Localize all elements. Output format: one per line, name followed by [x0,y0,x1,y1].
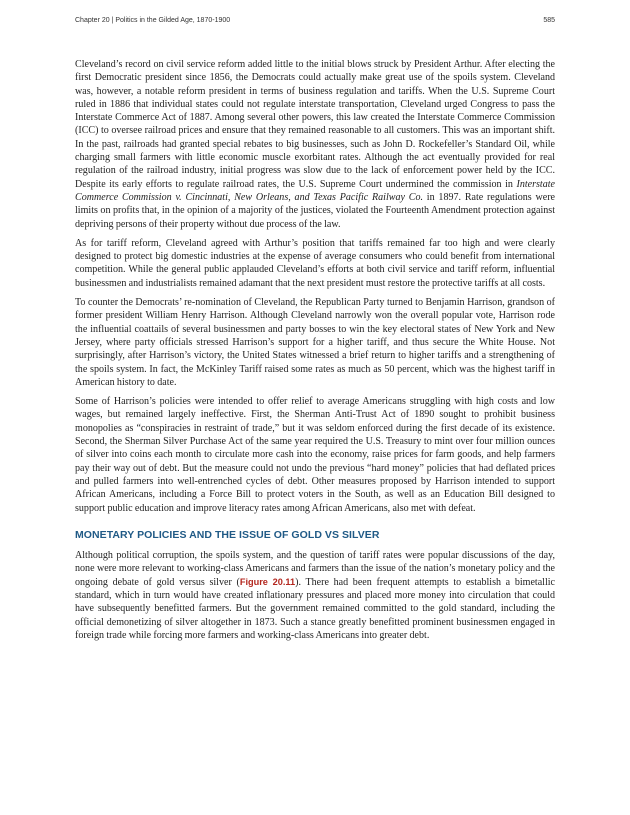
paragraph-harrison-election: To counter the Democrats’ re-nomination of Cleveland, the Republican Party turned to Benjamin Harrison, grandson of former president William Henry Harrison. Although Cleveland narrowly won the overall popular vote, Harrison rode the influential coattails of several businessmen and party bosses to win the key electoral states of New York and New Jersey, where party officials stressed Harrison’s support for a higher tariff, and thus secure the White House. Not surprisingly, after Harrison’s victory, the United States witnessed a brief return to higher tariffs and a strengthening of the spoils system. In fact, the McKinley Tariff raised some rates as much as 50 percent, which was the highest tariff in American history to date. [75,297,555,388]
section-heading: MONETARY POLICIES AND THE ISSUE OF GOLD VS SILVER [75,528,380,541]
paragraph-cleveland-reform [75,58,555,231]
figure-link[interactable]: Figure 20.11 [239,576,296,587]
running-head [75,17,555,29]
paragraph-text: Although political corruption, the spoils system, and the question of tariff rates were popular discussions of the day, none were more relevant to working-class Americans and farmers than the issue of the nation’s monetary policy and the ongoing debate of gold versus silver ( [75,550,555,588]
paragraph-text: in 1897. Rate regulations were limits on profits that, in the opinion of a majority of the justices, violated the Fourteenth Amendment protection against depriving persons of their property without due process of the law. [75,191,556,230]
paragraph-text: Cleveland’s record on civil service reform added little to the initial blows struck by President Arthur. After electing the first Democratic president since 1856, the Democrats could actually make great use of the spoils system. Cleveland was, however, a notable reform president in terms of business regulation and tariffs. When the U.S. Supreme Court ruled in 1886 that individual states could not regulate interstate transportation, Cleveland urged Congress to pass the Interstate Commerce Act of 1887. Among several other powers, this law created the Interstate Commerce Commission (ICC) to oversee railroad prices and ensure that they remained reasonable to all customers. This was an important shift. In the past, railroads had granted special rebates to big businesses, such as John D. Rockefeller’s Standard Oil, while charging small farmers with little economic muscle exorbitant rates. Although the act eventually provided for real regulation of the railroad industry, initial progress was slow due to the lack of enforcement power held by the ICC. Despite its early efforts to regulate railroad rates, the U.S. Supreme Court undermined the commission in [75,59,555,190]
court-case-title: Interstate Commerce Commission v. Cincinnati, New Orleans, and Texas Pacific Railway Co. [75,178,555,203]
body-text [75,58,555,648]
paragraph-text: ). There had been frequent attempts to establish a bimetallic standard, which in turn would have created inflationary pressures and placed more money into circulation that could have subsequently benefitted farmers. But the government remained committed to the gold standard, including the official demonetizing of silver altogether in 1873. Such a stance greatly benefitted prominent businessmen engaged in foreign trade while forcing more farmers and working-class Americans into greater debt. [75,576,556,641]
paragraph-tariff-reform: As for tariff reform, Cleveland agreed with Arthur’s position that tariffs remained far too high and were clearly designed to protect big domestic industries at the expense of average consumers who could benefit from international competition. While the general public applauded Cleveland’s efforts at both civil service and tariff reform, influential businessmen and industrialists remained adamant that the next president must restore the protective tariffs at all costs. [75,237,555,289]
paragraph-gold-silver [75,549,555,642]
chapter-title: Chapter 20 | Politics in the Gilded Age, 1870-1900 [75,17,231,24]
page-number: 585 [543,17,555,24]
paragraph-harrison-policies: Some of Harrison’s policies were intended to offer relief to average Americans struggling with high costs and low wages, but remained largely ineffective. First, the Sherman Anti-Trust Act of 1890 sought to prohibit business monopolies as “conspiracies in restraint of trade,” but it was seldom enforced during the first decade of its existence. Second, the Sherman Silver Purchase Act of the same year required the U.S. Treasury to mint over four million ounces of silver into coins each month to circulate more cash into the economy, raise prices for farm goods, and help farmers pay their way out of debt. But the measure could not undo the previous “hard money” policies that had deflated prices and pulled farmers into well-entrenched cycles of debt. Other measures proposed by Harrison intended to support African Americans, including a Force Bill to protect voters in the South, as well as an Education Bill designed to support public education and improve literacy rates among African Americans, also met with defeat. [75,396,555,514]
